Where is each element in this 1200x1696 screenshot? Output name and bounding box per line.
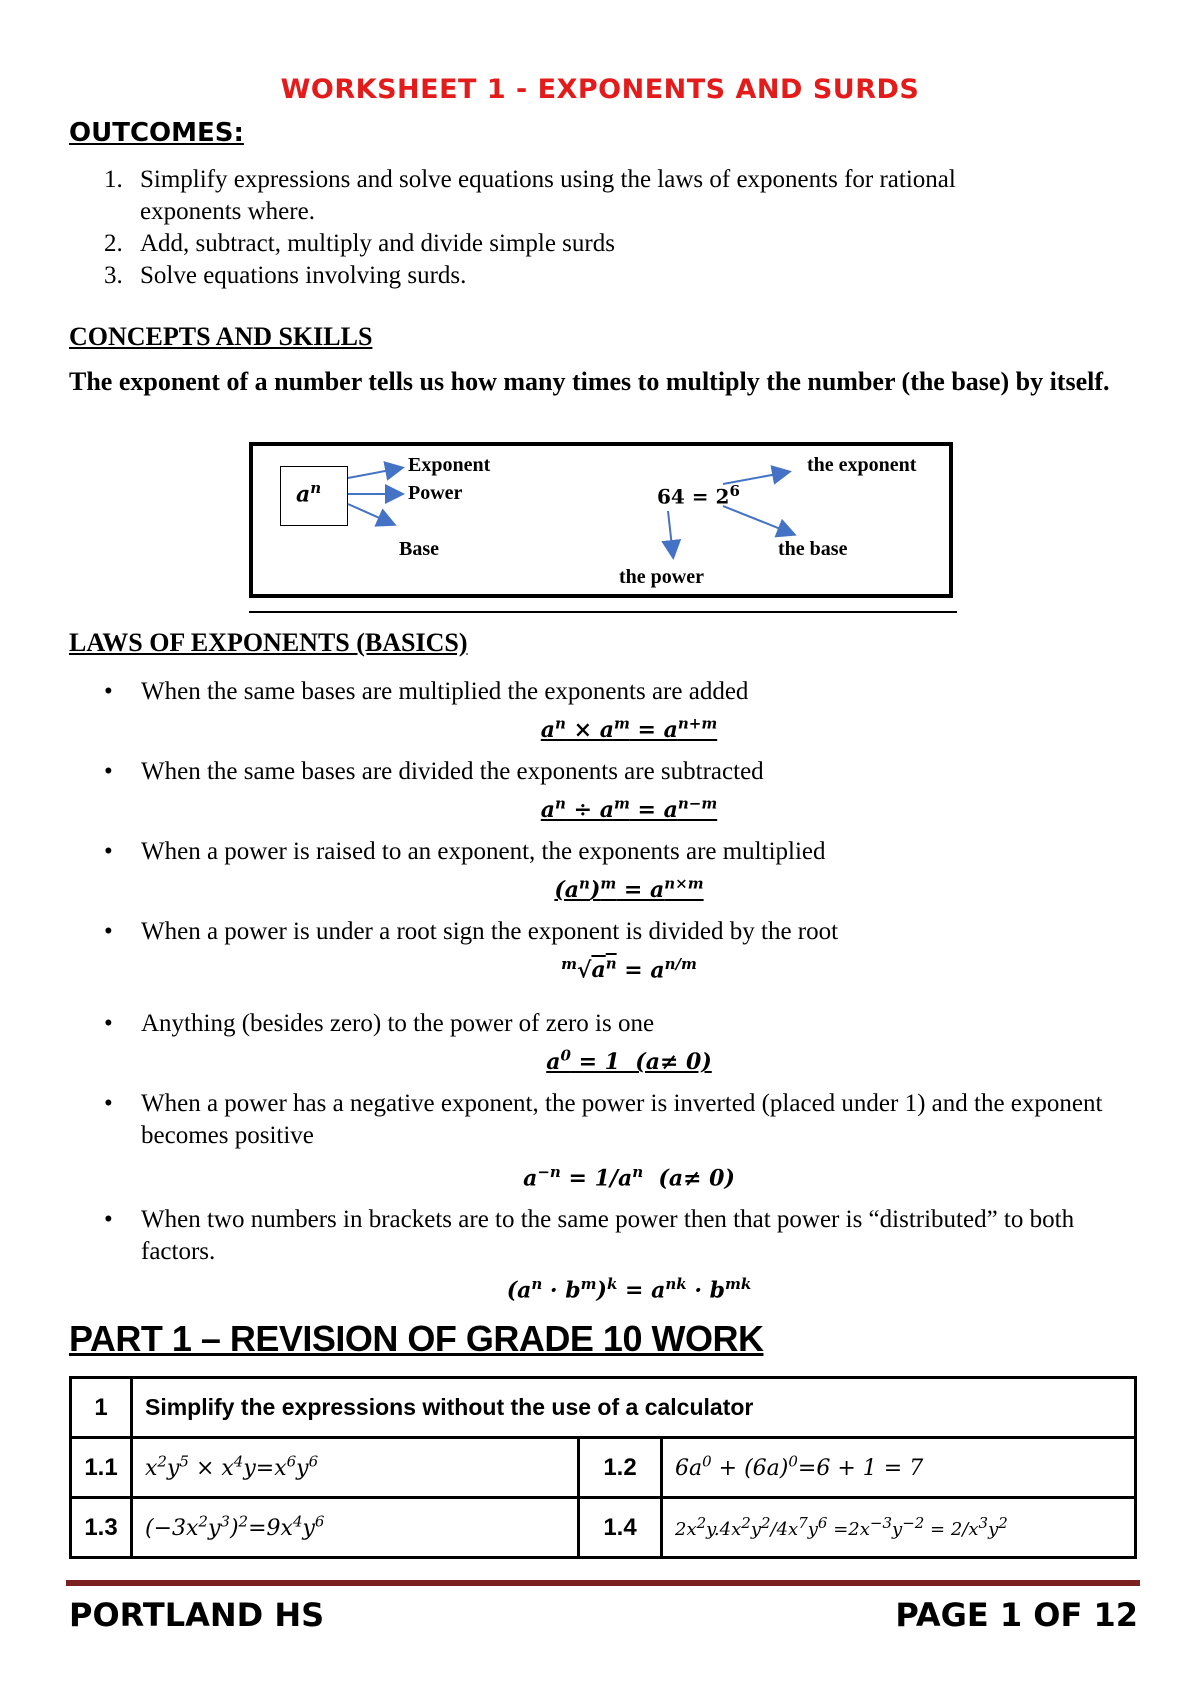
law-formula: $(a^n)^m = a^{n\times m}$ — [554, 875, 704, 904]
exponent-label: Exponent — [408, 454, 491, 476]
concepts-heading: CONCEPTS AND SKILLS — [69, 322, 373, 351]
law-formula: $(a^n \cdot b^m)^k = a^{nk} \cdot b^{mk}$ — [506, 1275, 752, 1304]
the-power-label: the power — [619, 566, 704, 588]
outcome-item: 2. Add, subtract, multiply and divide simple surds — [104, 230, 615, 257]
law-item: • When a power is raised to an exponent, the exponents are multiplied $(a^n)^m = a^{n\times m}$ — [104, 836, 1154, 916]
part-heading: PART 1 – REVISION OF GRADE 10 WORK — [69, 1318, 764, 1359]
law-formula: $a^{-n} = 1/a^n$ (a≠ 0) — [523, 1163, 735, 1192]
outcomes-heading: OUTCOMES: — [69, 118, 244, 148]
laws-heading: LAWS OF EXPONENTS (BASICS) — [69, 628, 468, 657]
divider — [249, 611, 957, 613]
exponent-diagram — [249, 442, 953, 598]
question-table — [69, 1376, 1137, 1559]
law-formula: $^m√a^n = a^{n/m}$ — [561, 955, 697, 984]
question-number: 1.3 — [71, 1498, 132, 1558]
answer-cell: $6a^0 + (6a)^0=6 + 1 = 7$ — [662, 1438, 1136, 1498]
question-number: 1.4 — [579, 1498, 662, 1558]
law-item: • Anything (besides zero) to the power of zero is one $a^0 = 1$ (a≠ 0) — [104, 1008, 1154, 1088]
footer-school: PORTLAND HS — [69, 1596, 325, 1634]
the-exponent-label: the exponent — [807, 454, 917, 476]
law-item: • When two numbers in brackets are to the same power then that power is “distributed” to both factors. $(a^n \cdot b^m)^k = a^{nk} \cdot b^{mk}$ — [104, 1204, 1154, 1294]
diagram-equation: $64 = 2^6$ — [657, 482, 740, 509]
question-number: 1 — [71, 1378, 132, 1438]
power-label: Power — [408, 482, 463, 504]
an-box: $a^n$ — [280, 466, 348, 526]
law-item: • When the same bases are multiplied the exponents are added $a^n \times a^m = a^{n+m}$ — [104, 676, 1154, 756]
law-item: • When a power is under a root sign the exponent is divided by the root $^m√a^n = a^{n/m}$ — [104, 916, 1154, 1008]
the-base-label: the base — [778, 538, 848, 560]
answer-cell: $x^2y^5 \times x^4y=x^6y^6$ — [132, 1438, 579, 1498]
answer-cell: $(-3x^2y^3)^2=9x^4y^6$ — [132, 1498, 579, 1558]
law-formula: $a^n \div a^m = a^{n-m}$ — [540, 795, 718, 824]
law-formula: $a^0 = 1$ (a≠ 0) — [546, 1047, 712, 1076]
outcome-item: 1. Simplify expressions and solve equations using the laws of exponents for rational exponents where. — [104, 166, 956, 225]
table-row — [71, 1498, 1136, 1558]
law-item: • When a power has a negative exponent, the power is inverted (placed under 1) and the exponent becomes positive $a^{-n} = 1/a^n$ (a≠ 0) — [104, 1088, 1154, 1204]
footer-page-number: PAGE 1 OF 12 — [895, 1596, 1138, 1634]
concepts-text: The exponent of a number tells us how many times to multiply the number (the base) by itself. — [69, 367, 1110, 396]
page-title: WORKSHEET 1 - EXPONENTS AND SURDS — [280, 74, 920, 105]
table-row — [71, 1438, 1136, 1498]
answer-cell: $2x^2y.4x^2y^2/4x^7y^6 =2x^{-3}y^{-2} = 2/x^3y^2$ — [662, 1498, 1136, 1558]
base-label: Base — [399, 538, 439, 560]
law-item: • When the same bases are divided the exponents are subtracted $a^n \div a^m = a^{n-m}$ — [104, 756, 1154, 836]
table-row — [71, 1378, 1136, 1438]
outcome-item: 3. Solve equations involving surds. — [104, 262, 467, 289]
question-text: Simplify the expressions without the use of a calculator — [132, 1378, 1136, 1438]
laws-list — [104, 676, 1154, 1304]
question-number: 1.2 — [579, 1438, 662, 1498]
question-number: 1.1 — [71, 1438, 132, 1498]
law-formula: $a^n \times a^m = a^{n+m}$ — [540, 715, 718, 744]
outcomes-list — [104, 164, 1144, 292]
footer-rule — [66, 1580, 1140, 1586]
